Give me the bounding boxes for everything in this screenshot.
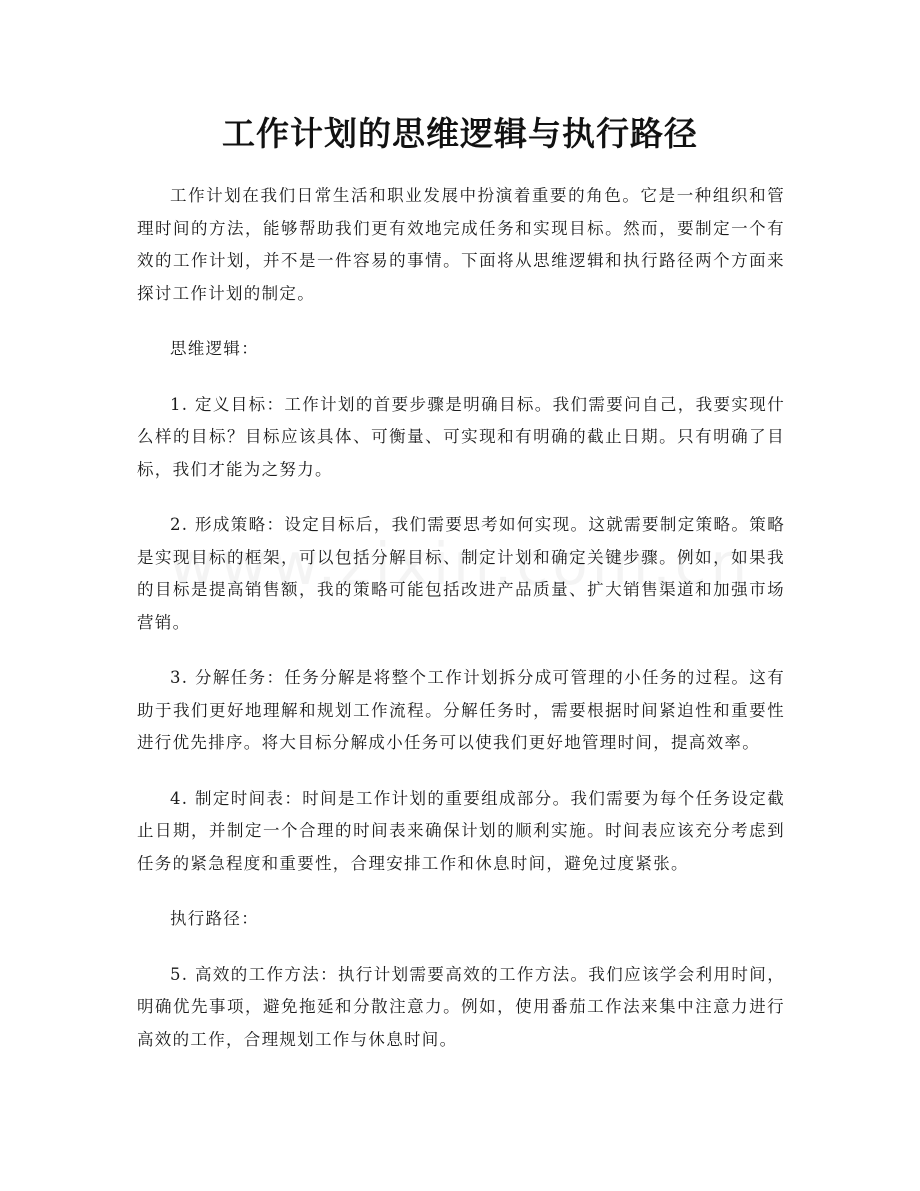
- section-heading-thinking-logic: 思维逻辑：: [170, 339, 259, 358]
- document-body: [137, 180, 785, 1079]
- item-define-goal: 1. 定义目标：工作计划的首要步骤是明确目标。我们需要问自己，我要实现什么样的目标？目标应该具体、可衡量、可实现和有明确的截止日期。只有明确了目标，我们才能为之努力。: [137, 394, 785, 479]
- intro-paragraph: 工作计划在我们日常生活和职业发展中扮演着重要的角色。它是一种组织和管理时间的方法，能够帮助我们更有效地完成任务和实现目标。然而，要制定一个有效的工作计划，并不是一件容易的事情。下面将从思维逻辑和执行路径两个方面来探讨工作计划的制定。: [137, 186, 785, 303]
- item-break-down-tasks: 3. 分解任务：任务分解是将整个工作计划拆分成可管理的小任务的过程。这有助于我们更好地理解和规划工作流程。分解任务时，需要根据时间紧迫性和重要性进行优先排序。将大目标分解成小任务可以使我们更好地管理时间，提高效率。: [137, 668, 785, 752]
- section-heading-execution-path: 执行路径：: [170, 909, 259, 928]
- item-efficient-methods: 5. 高效的工作方法：执行计划需要高效的工作方法。我们应该学会利用时间，明确优先事项，避免拖延和分散注意力。例如，使用番茄工作法来集中注意力进行高效的工作，合理规划工作与休息时间。: [137, 964, 785, 1049]
- item-make-schedule: 4. 制定时间表：时间是工作计划的重要组成部分。我们需要为每个任务设定截止日期，并制定一个合理的时间表来确保计划的顺利实施。时间表应该充分考虑到任务的紧急程度和重要性，合理安排工作和休息时间，避免过度紧张。: [137, 788, 785, 873]
- document-title: 工作计划的思维逻辑与执行路径: [222, 114, 698, 153]
- item-form-strategy: 2. 形成策略：设定目标后，我们需要思考如何实现。这就需要制定策略。策略是实现目标的框架，可以包括分解目标、制定计划和确定关键步骤。例如，如果我的目标是提高销售额，我的策略可能包括改进产品质量、扩大销售渠道和加强市场营销。: [137, 515, 785, 632]
